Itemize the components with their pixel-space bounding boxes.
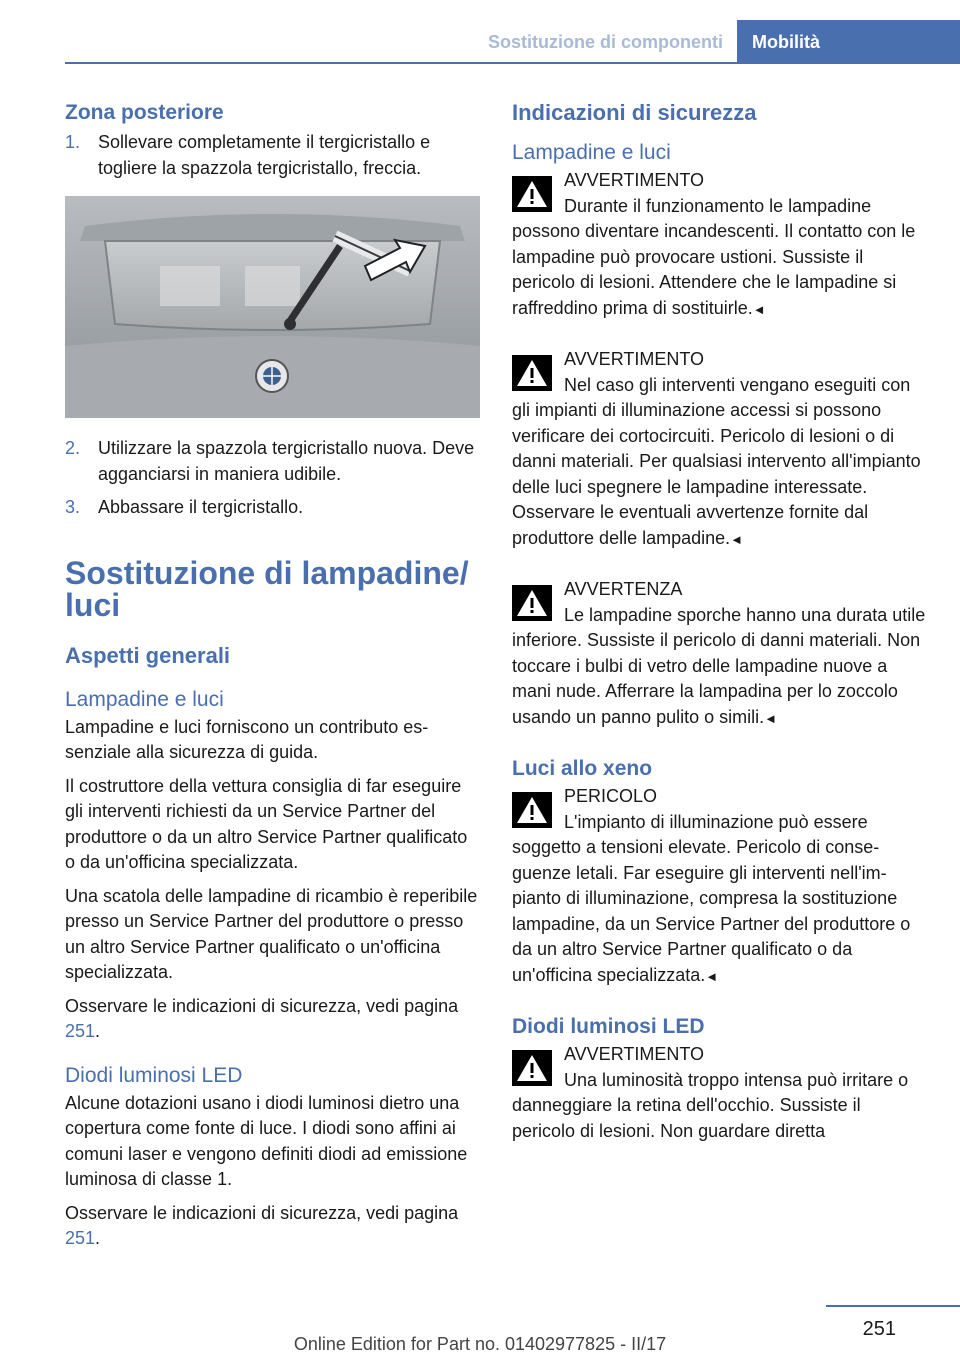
led-subheading-right: Diodi luminosi LED [512, 1015, 705, 1038]
lamp-replacement-heading: Sostituzione di lampadine/ luci [65, 554, 469, 623]
page-number-rule [826, 1305, 960, 1307]
rear-wiper-photo [65, 196, 480, 418]
right-column [512, 100, 926, 1169]
step-2: 2. Utilizzare la spazzola tergicristallo nuova. Deve agganciarsi in maniera udibile. [65, 438, 475, 484]
led-paragraph-2: Osservare le indicazioni di sicurezza, vedi pagina 251. [65, 1202, 459, 1248]
lamps-safety-subheading: Lampadine e luci [512, 141, 671, 164]
warning-xenon: PERICOLO L'impianto di illuminazione può essere soggetto a tensioni elevate. Pericolo di conseguenze letali. Far eseguire gli interventi nell'impianto di illuminazione, compresa la sostituzione lampadine, da un Service Partner del produttore o da un altro Service Partner qualificato o da un'officina specializzata.◄ [512, 786, 911, 985]
xenon-subheading: Luci allo xeno [512, 757, 653, 780]
safety-heading: Indicazioni di sicurezza [512, 100, 757, 125]
page-link-251[interactable]: 251 [65, 1228, 96, 1248]
warning-lamps-3: AVVERTENZA Le lampadine sporche hanno una durata utile inferiore. Sussiste il pericolo di danni materiali. Non toccare i bulbi di vetro delle lampadine nuove a mani nude. Afferrare la lampadina per lo zoccolo usando un panno pulito o simili.◄ [512, 579, 926, 727]
warning-triangle-icon [512, 585, 552, 621]
header-chapter-tab: Mobilità [737, 20, 960, 62]
rear-zone-heading: Zona posteriore [65, 101, 224, 124]
step-1: 1. Sollevare completamente il tergicristallo e togliere la spazzola tergicristallo, freccia. [65, 132, 431, 178]
warning-triangle-icon [512, 176, 552, 212]
lamps-paragraph-2: Il costruttore della vettura consiglia di far eseguire gli interventi richiesti da un Service Partner del produttore o da un altro Service Partner qualificato o da un'officina specializzata. [65, 775, 468, 872]
lamps-subheading: Lampadine e luci [65, 687, 224, 711]
warning-triangle-icon [512, 355, 552, 391]
header-rule [65, 62, 960, 64]
page-link-251[interactable]: 251 [65, 1021, 96, 1041]
warning-lamps-1: AVVERTIMENTO Durante il funzionamento le lampadine possono diventare incandescenti. Il contatto con le lampadine può provocare ustioni. Sussiste il pericolo di lesioni. Attendere che le lampadine si raffreddino prima di sostituirle.◄ [512, 170, 916, 318]
led-paragraph-1: Alcune dotazioni usano i diodi luminosi dietro una copertura come fonte di luce. I diodi sono affini ai comuni laser e vengono definiti diodi ad emissione luminosa di classe 1. [65, 1092, 468, 1189]
led-subheading-left: Diodi luminosi LED [65, 1063, 243, 1087]
general-aspects-heading: Aspetti generali [65, 642, 231, 668]
lamps-paragraph-1: Lampadine e luci forniscono un contributo essenziale alla sicurezza di guida. [65, 716, 429, 762]
lamps-paragraph-3: Una scatola delle lampadine di ricambio è reperibile presso un Service Partner del produttore o presso un altro Service Partner qualificato o un'officina specializzata. [65, 885, 478, 982]
warning-triangle-icon [512, 1050, 552, 1086]
step-3: 3. Abbassare il tergicristallo. [65, 497, 304, 517]
page-number: 251 [862, 1318, 896, 1340]
warning-led: AVVERTIMENTO Una luminosità troppo intensa può irritare o danneggiare la retina dell'occhio. Sussiste il pericolo di lesioni. Non guardare diretta [512, 1044, 909, 1141]
edition-footer: Online Edition for Part no. 01402977825 - II/17 [293, 1334, 667, 1354]
warning-lamps-2: AVVERTIMENTO Nel caso gli interventi vengano eseguiti con gli impianti di illuminazione accessi si possono verificare dei cortocircuiti. Pericolo di lesioni o di danni materiali. Per qualsiasi intervento all'impianto delle luci spegnere le lampadine interessate. Osservare le eventuali avvertenze fornite dal produttore delle lampadine.◄ [512, 349, 921, 548]
warning-triangle-icon [512, 792, 552, 828]
header-section-title: Sostituzione di componenti [488, 32, 723, 52]
left-column [65, 100, 480, 1260]
lamps-paragraph-4: Osservare le indicazioni di sicurezza, vedi pagina 251. [65, 995, 459, 1041]
